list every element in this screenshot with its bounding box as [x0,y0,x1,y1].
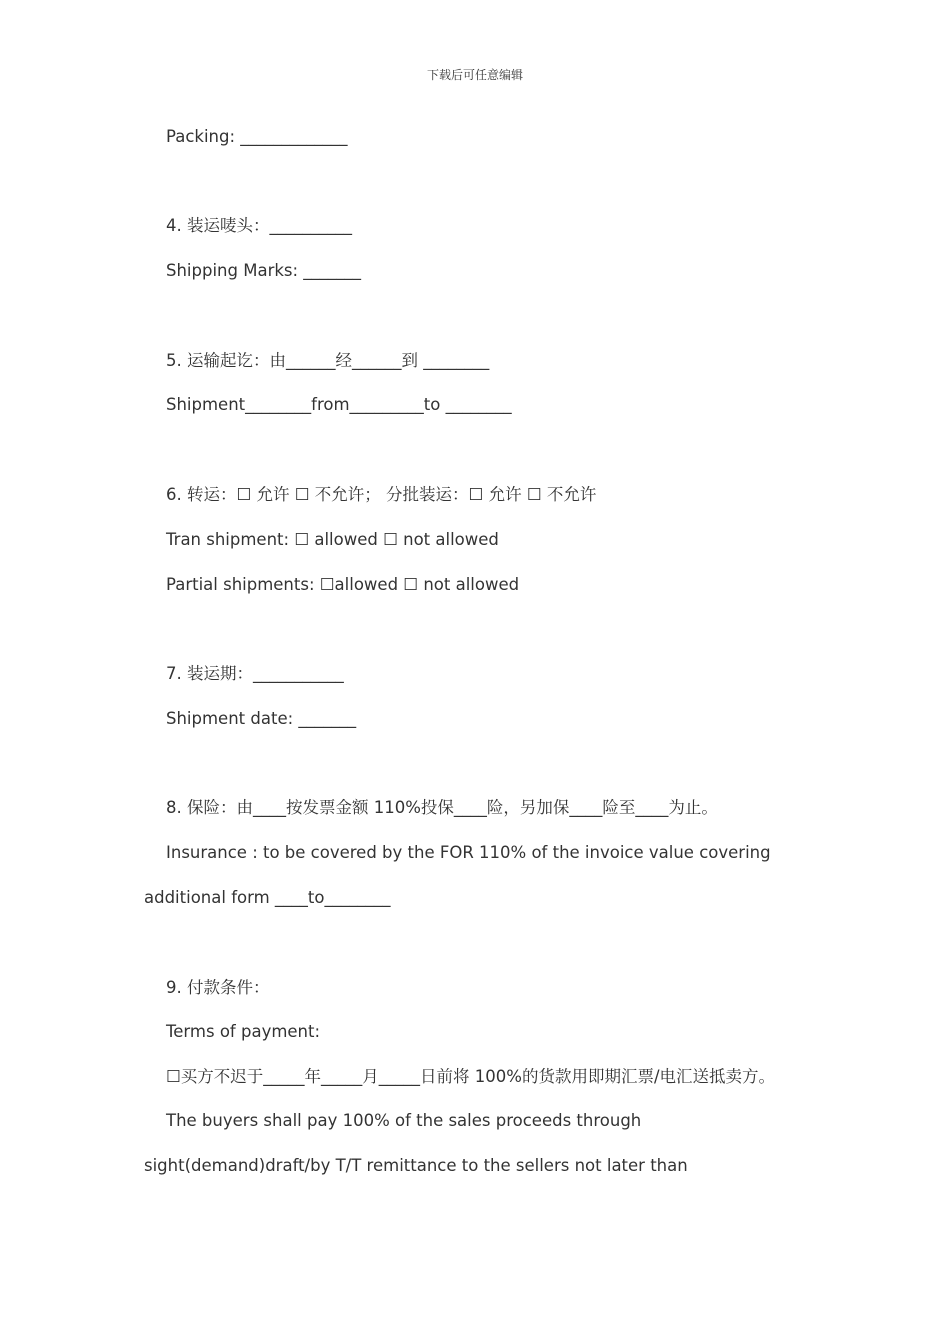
partial-shipments-en: Partial shipments: ☐allowed ☐ not allowed [166,575,520,594]
insurance-en-line1: Insurance : to be covered by the FOR 110% of the invoice value covering [166,843,771,862]
transshipment-cn: 6. 转运：☐ 允许 ☐ 不允许； 分批装运：☐ 允许 ☐ 不允许 [166,485,597,504]
insurance-en-line2: additional form ____to________ [144,888,391,907]
page-header: 下载后可任意编辑 [426,68,523,82]
buyer-payment-en-line2: sight(demand)draft/by T/T remittance to the sellers not later than [144,1156,688,1175]
packing-line: Packing: _____________ [166,127,348,146]
payment-terms-cn: 9. 付款条件： [166,978,270,997]
shipment-route-en: Shipment________from_________to ________ [166,395,512,414]
buyer-payment-en-line1: The buyers shall pay 100% of the sales proceeds through [166,1111,642,1130]
shipping-marks-cn: 4. 装运唛头：__________ [166,216,352,235]
insurance-cn: 8. 保险：由____按发票金额 110%投保____险，另加保____险至____为止。 [166,798,718,817]
shipment-date-cn: 7. 装运期：___________ [166,664,344,683]
shipment-route-cn: 5. 运输起讫：由______经______到 ________ [166,351,490,370]
payment-terms-en: Terms of payment: [166,1022,321,1041]
shipment-date-en: Shipment date: _______ [166,709,357,728]
shipping-marks-en: Shipping Marks: _______ [166,261,362,280]
buyer-payment-cn: ☐买方不迟于_____年_____月_____日前将 100%的货款用即期汇票/电汇送抵卖方。 [166,1067,776,1086]
transshipment-en: Tran shipment: ☐ allowed ☐ not allowed [166,530,499,549]
